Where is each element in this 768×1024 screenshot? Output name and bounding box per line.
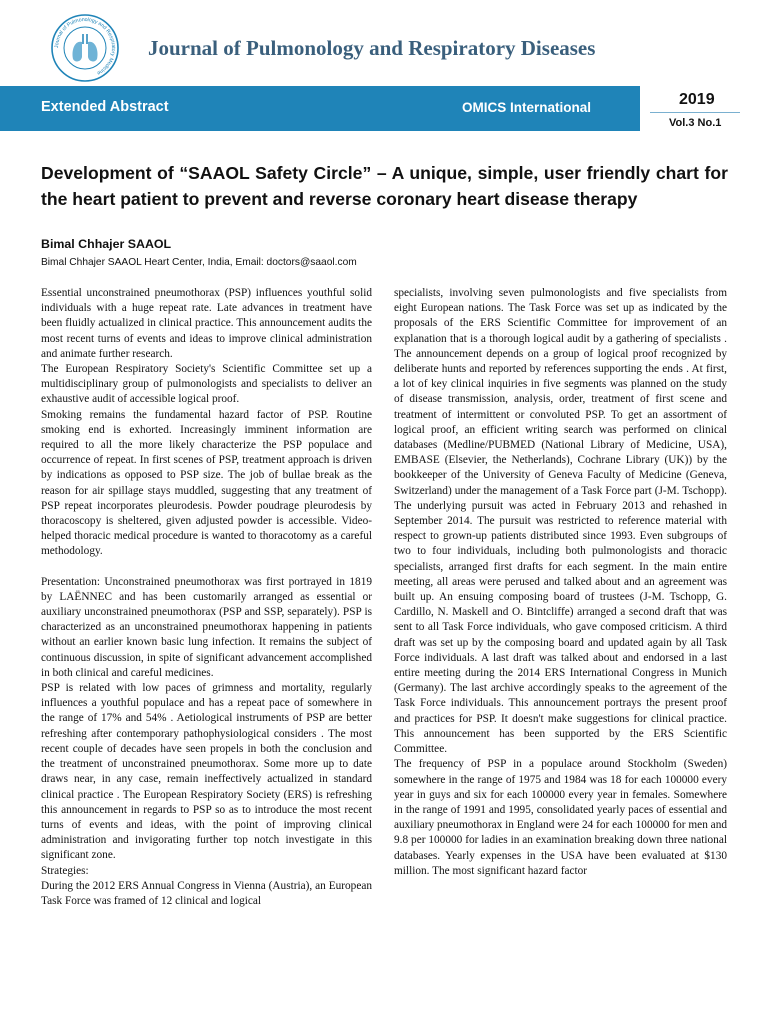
article-title: Development of “SAAOL Safety Circle” – A unique, simple, user friendly chart for the heart patient to prevent and reverse coronary heart disease therapy <box>41 163 728 209</box>
paragraph: PSP is related with low paces of grimness and mortality, regularly influences a youthful populace and has a repeat pace of somewhere in the range of 17% and 54% . Aetiological instruments of PSP are better refreshing after contemporary pathophysiological considers . The most recent couple of decades have seen propels in both the conclusion and the treatment of unconstrained pneumothorax. Some more up to date draws near, in any case, remain ineffectively actualized in standard clinical practice . The European Respiratory Society (ERS) is refreshing this announcement in regards to PSP so as to introduce the most recent turns of events and ideas, with the point of improving clinical administration and invigorating further top notch investigate in this significant zone. <box>41 682 372 862</box>
paragraph: Presentation: Unconstrained pneumothorax was first portrayed in 1819 by LAËNNEC and has been customarily arranged as essential or auxiliary unconstrained pneumothorax (PSP and SSP, separately). PSP is characterized as an unconstrained pneumothorax happening in patients without an earlier known basic lung infection. It remains the subject of continuous discussion, in spite of significant advancement accomplished in both clinical and careful medicines. <box>41 575 372 679</box>
paragraph: The frequency of PSP in a populace around Stockholm (Sweden) somewhere in the range of 1975 and 1984 was 18 for each 100000 every year in guys and six for each 100000 every year in females. Somewhere in the range of 1991 and 1995, consolidated yearly paces of essential and auxiliary pneumothorax in England were 24 for each 100000 for men and 9.8 per 100000 for ladies in an examination breaking down three national databases. Yearly expenses in the USA have been evaluated at $130 million. The most significant hazard factor <box>394 758 727 877</box>
journal-title: Journal of Pulmonology and Respiratory Diseases <box>148 36 596 60</box>
publisher-label: OMICS International <box>462 100 592 115</box>
paragraph: specialists, involving seven pulmonologists and five specialists from eight European nations. The Task Force was set up as indicated by the proposals of the ERS Scientific Committee for improvement of an explanation that is a thorough logical audit by a gathering of specialists . The announcement depends on a group of logical proof recognized by deliberate hunts and reported by references supporting the ends . At first, a lot of key clinical inquiries in five segments was planned on the study of disease transmission, analysis, order, treatment of first scene and treatment of intermittent or convoluted PSP. To get an assortment of logical proof, an efficient writing search was performed on clinical databases (Medline/PUBMED (National Library of Medicine, USA), EMBASE (Elsevier, the Netherlands), Cochrane Library (UK)) by the bookkeeper of the University of Geneva Faculty of Medicine (Geneva, Switzerland) under the management of a Task Force part (J-M. Tschopp). The underlying pursuit was acted in February 2013 and rehashed in September 2014. The pursuit was restricted to reference material with respect to grown-up patients distributed since 1993. Even subgroups of two to four individuals, including both pulmonologists and thoracic specialists, arranged first drafts for each segment. In the main entire meeting, all areas were perused and talked about and an agreement was built up. An ensuing composing board of trustees (J-M. Tschopp, G. Cardillo, N. Maskell and O. Bintcliffe) arranged a second draft that was sent to all Task Force individuals, who gave composed criticism. A third draft was set up by the composing board and updated again by all Task Force individuals. A last draft was talked about and endorsed in a last entire meeting during the 2014 ERS International Congress in Munich (Germany). The last archive accordingly speaks to the agreement of the Task Force individuals. This announcement portrays the present proof and practices for PSP. It doesn't make suggestions for clinical practice. This announcement has been supported by the ERS Scientific Committee. <box>394 287 727 756</box>
body-column-left <box>41 286 372 909</box>
author-name: Bimal Chhajer SAAOL <box>41 237 172 251</box>
paragraph: Smoking remains the fundamental hazard factor of PSP. Routine smoking end is exhorted. Increasingly imminent information are required to all the more likely characterize the PSP populace and occurrence of repeat. In first scenes of PSP, treatment approach is driven by indications as opposed to PSP size. The job of bullae break as the reason for air spillage stays muddled, suggesting that any treatment of PSP repeat incorporates pleurodesis. Powder poudrage pleurodesis by thoracoscopy is sheltered, given adjusted powder is accessible. Video-helped thoracic medical procedure is wanted to thoracotomy as a careful methodology. <box>41 408 372 558</box>
issue-year: 2019 <box>679 91 715 108</box>
paragraph: Essential unconstrained pneumothorax (PSP) influences youthful solid individuals with a huge repeat rate. Late advances in treatment have been fluidly actualized in clinical practice. This announcement audits the most recent turns of events and ideas to improve clinical administration and animate further research. <box>41 287 372 360</box>
lungs-icon <box>49 12 121 84</box>
author-affiliation: Bimal Chhajer SAAOL Heart Center, India, Email: doctors@saaol.com <box>41 257 357 268</box>
body-column-right <box>394 286 727 879</box>
paragraph: The European Respiratory Society's Scientific Committee set up a multidisciplinary group of pulmonologists and specialists to deliver an exhaustive audit of accessible logical proof. <box>41 363 372 406</box>
logo-ring-text: Journal of Pulmonology and Respiratory Medicine <box>53 16 117 76</box>
paragraph: During the 2012 ERS Annual Congress in Vienna (Austria), an European Task Force was framed of 12 clinical and logical <box>41 879 372 907</box>
issue-volume: Vol.3 No.1 <box>669 117 722 129</box>
svg-text:Journal of Pulmonology and Res <box>54 17 116 76</box>
journal-logo <box>49 12 121 84</box>
divider <box>650 112 740 113</box>
article-type-label: Extended Abstract <box>41 99 169 115</box>
section-heading: Strategies: <box>41 864 89 877</box>
